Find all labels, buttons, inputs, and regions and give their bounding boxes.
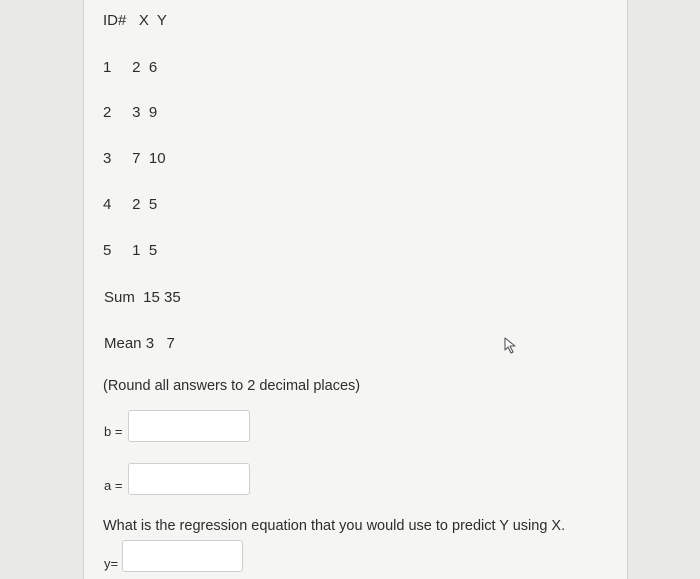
table-row: 2 3 9	[103, 104, 158, 121]
mean-row: Mean 3 7	[104, 335, 175, 352]
table-row: 5 1 5	[103, 242, 158, 259]
b-label: b =	[104, 424, 123, 439]
sum-row: Sum 15 35	[104, 289, 181, 306]
a-label: a =	[104, 478, 123, 493]
regression-question: What is the regression equation that you would use to predict Y using X.	[103, 518, 566, 534]
question-panel	[83, 0, 628, 579]
table-header: ID# X Y	[103, 12, 167, 29]
table-row: 3 7 10	[103, 150, 166, 167]
a-answer-input[interactable]	[128, 463, 250, 495]
mouse-pointer-icon	[503, 336, 519, 354]
rounding-instructions: (Round all answers to 2 decimal places)	[103, 378, 361, 394]
table-row: 4 2 5	[103, 196, 158, 213]
y-equation-input[interactable]	[122, 540, 243, 572]
b-answer-input[interactable]	[128, 410, 250, 442]
table-row: 1 2 6	[103, 59, 158, 76]
y-label: y=	[104, 556, 119, 571]
